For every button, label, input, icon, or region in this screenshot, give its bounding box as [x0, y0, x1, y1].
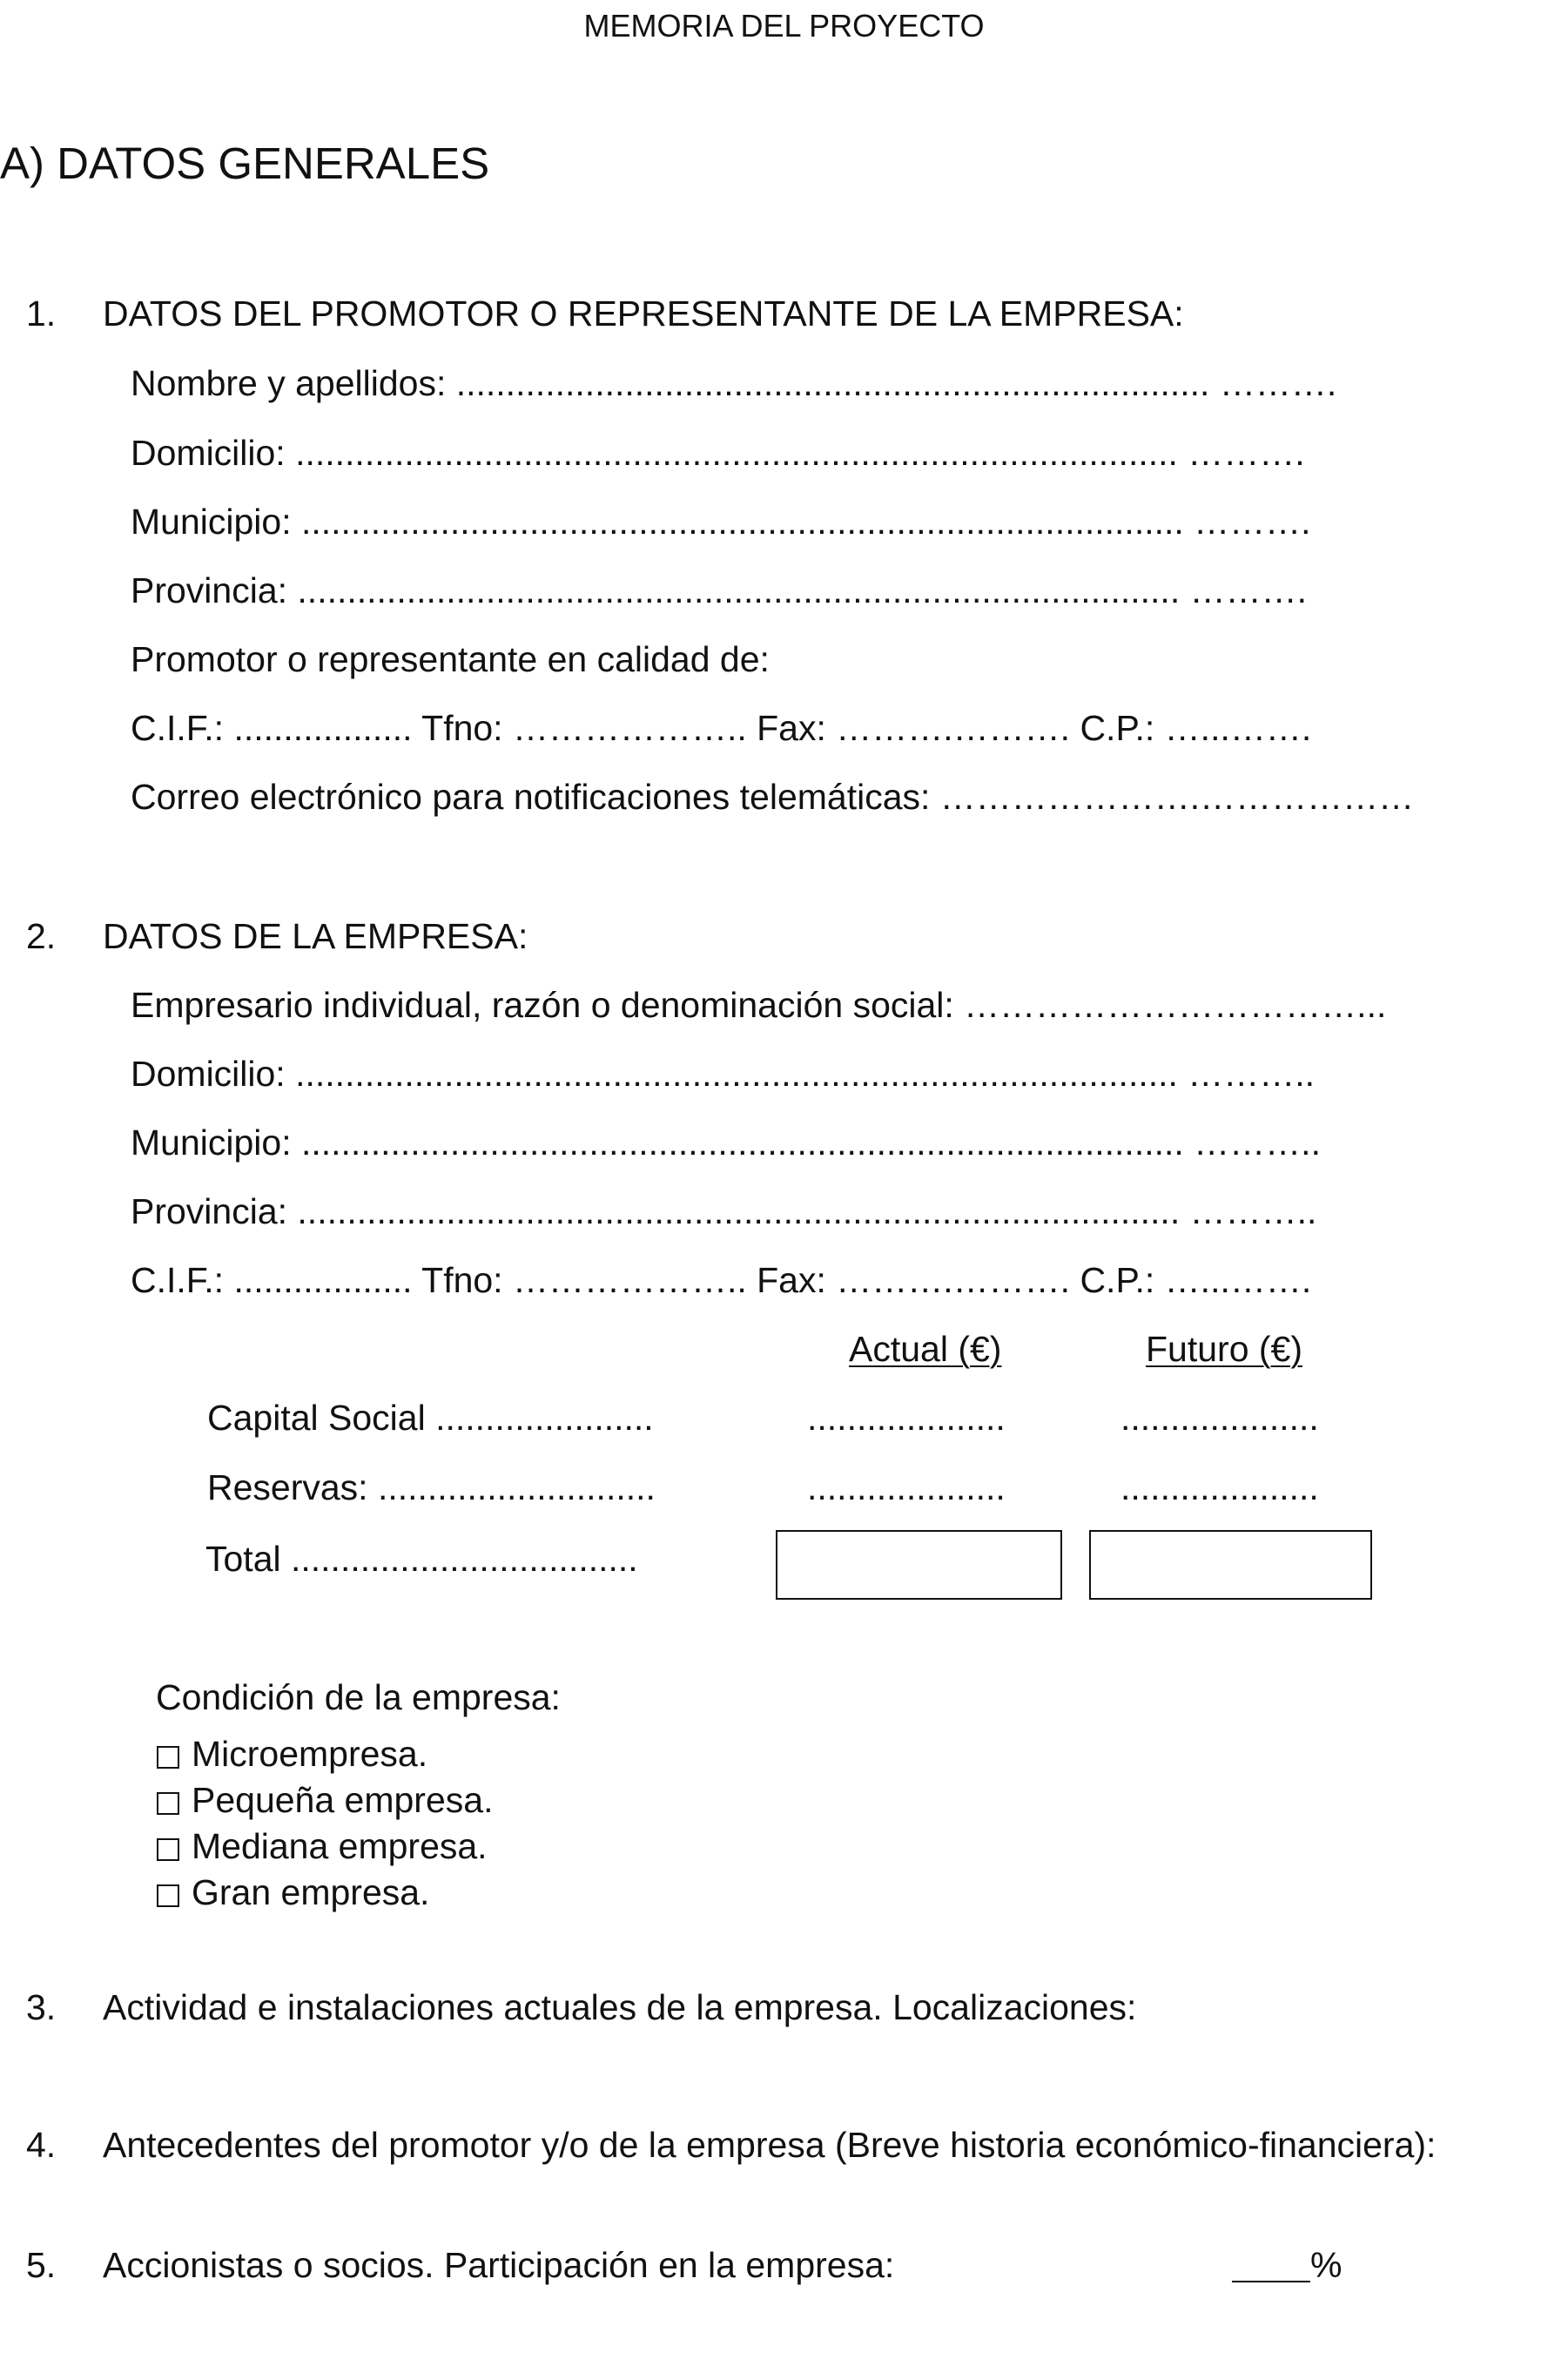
section-4-heading: Antecedentes del promotor y/o de la empresa (Breve historia económico-financiera):	[103, 2125, 1437, 2165]
promotor-provincia-field[interactable]: Provincia: ......................................................................................... ……….	[131, 570, 1307, 610]
section-1-heading: DATOS DEL PROMOTOR O REPRESENTANTE DE LA EMPRESA:	[103, 293, 1184, 334]
promotor-municipio-field[interactable]: Municipio: ......................................................................................... ……….	[131, 502, 1311, 542]
condicion-option-pequena[interactable]	[157, 1780, 494, 1820]
capital-social-label: Capital Social ......................	[207, 1398, 654, 1438]
promotor-nombre-field[interactable]: Nombre y apellidos: ............................................................................ ……….	[131, 363, 1337, 403]
reservas-actual-field[interactable]: ....................	[807, 1467, 1006, 1507]
reservas-label: Reservas: ............................	[207, 1467, 656, 1507]
option-label: Gran empresa.	[192, 1872, 430, 1912]
option-label: Pequeña empresa.	[192, 1780, 494, 1820]
total-futuro-box[interactable]	[1089, 1530, 1372, 1600]
condicion-option-mediana[interactable]	[157, 1826, 488, 1866]
section-2-number: 2.	[26, 916, 57, 956]
checkbox[interactable]	[157, 1838, 179, 1861]
section-a-title: A) DATOS GENERALES	[0, 138, 490, 188]
section-2-heading: DATOS DE LA EMPRESA:	[103, 916, 528, 956]
empresa-razon-field[interactable]: Empresario individual, razón o denominación social: ……………………………...	[131, 985, 1387, 1025]
section-5-heading: Accionistas o socios. Participación en la empresa:	[103, 2245, 895, 2285]
checkbox[interactable]	[157, 1792, 179, 1815]
percent-sign: %	[1310, 2245, 1343, 2285]
document-title: MEMORIA DEL PROYECTO	[583, 8, 985, 44]
option-label: Mediana empresa.	[192, 1826, 488, 1866]
promotor-contacto-fields[interactable]: C.I.F.: .................. Tfno: ……………….. Fax: ……….………. C.P.: …...…….	[131, 708, 1312, 748]
section-1-number: 1.	[26, 293, 57, 334]
option-label: Microempresa.	[192, 1734, 428, 1774]
condicion-label: Condición de la empresa:	[156, 1677, 561, 1717]
total-actual-box[interactable]	[776, 1530, 1062, 1600]
promotor-domicilio-field[interactable]: Domicilio: ......................................................................................... ……….	[131, 433, 1305, 473]
participacion-percent-field[interactable]	[1232, 2245, 1343, 2285]
empresa-provincia-field[interactable]: Provincia: ......................................................................................... ………..	[131, 1191, 1317, 1231]
section-5-number: 5.	[26, 2245, 57, 2285]
section-4-number: 4.	[26, 2125, 57, 2165]
column-header-actual: Actual (€)	[849, 1329, 1002, 1369]
capital-social-futuro-field[interactable]: ....................	[1120, 1398, 1319, 1438]
condicion-option-microempresa[interactable]	[157, 1736, 427, 1772]
empresa-contacto-fields[interactable]: C.I.F.: .................. Tfno: ……………….. Fax: ……….………. C.P.: …...…….	[131, 1260, 1312, 1300]
checkbox[interactable]	[157, 1746, 179, 1769]
total-label: Total ...................................	[205, 1539, 638, 1579]
capital-social-actual-field[interactable]: ....................	[807, 1398, 1006, 1438]
column-header-futuro: Futuro (€)	[1146, 1329, 1302, 1369]
promotor-correo-field[interactable]: Correo electrónico para notificaciones telemáticas: ………………….………………	[131, 777, 1415, 817]
checkbox[interactable]	[157, 1884, 179, 1907]
condicion-option-gran[interactable]	[157, 1872, 430, 1912]
percent-blank[interactable]	[1232, 2251, 1310, 2282]
section-3-heading: Actividad e instalaciones actuales de la empresa. Localizaciones:	[103, 1987, 1137, 2027]
empresa-domicilio-field[interactable]: Domicilio: ......................................................................................... ………..	[131, 1054, 1316, 1094]
section-3-number: 3.	[26, 1987, 57, 2027]
empresa-municipio-field[interactable]: Municipio: ......................................................................................... ………..	[131, 1122, 1321, 1163]
reservas-futuro-field[interactable]: ....................	[1120, 1467, 1319, 1507]
promotor-calidad-field[interactable]: Promotor o representante en calidad de:	[131, 639, 770, 679]
